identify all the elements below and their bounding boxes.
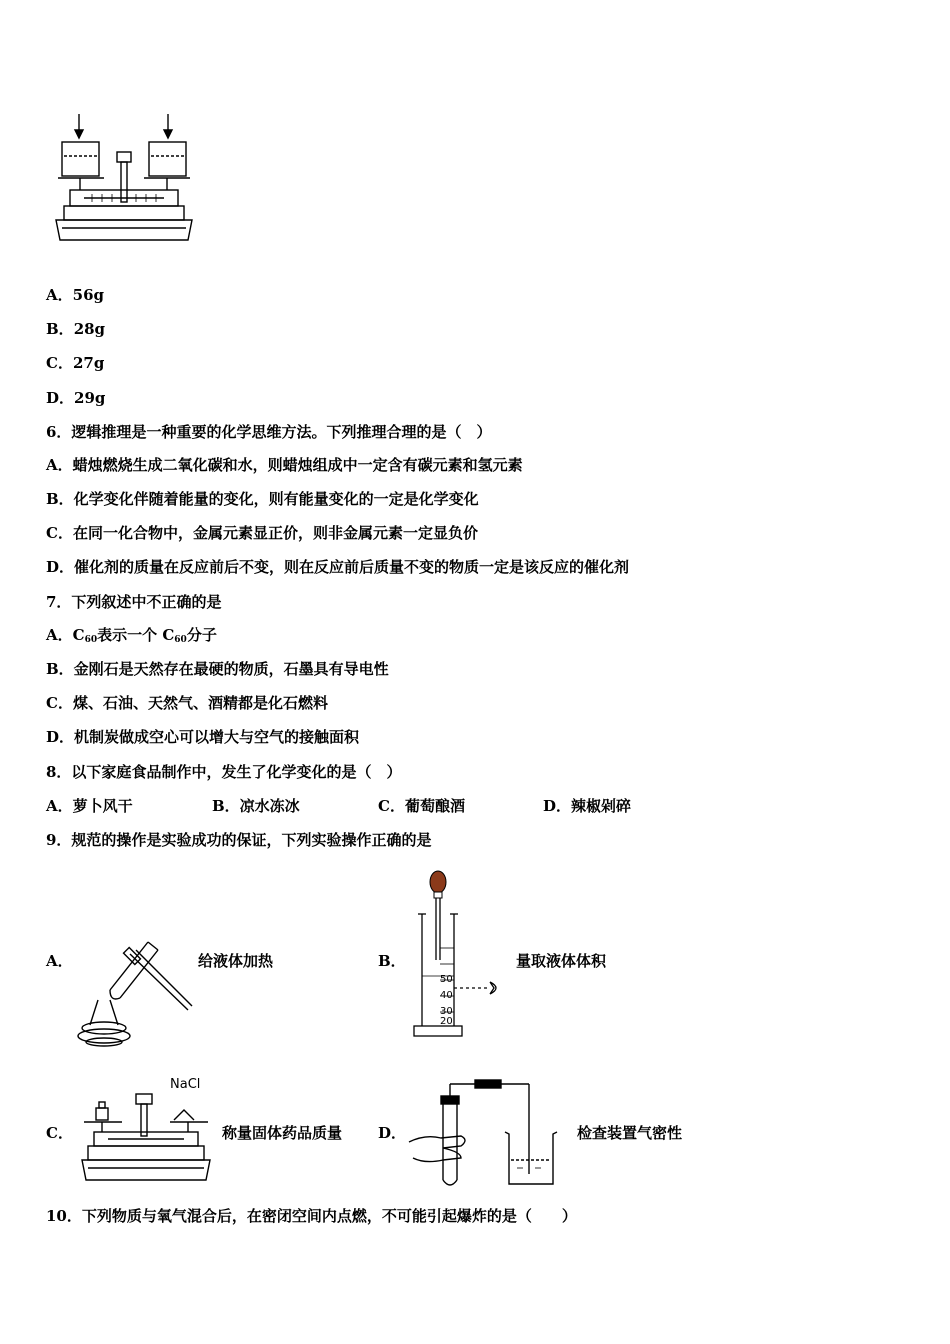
q9-option-a-letter[interactable]: A． <box>46 952 73 970</box>
q9-option-b-caption: 量取液体体积 <box>516 952 607 970</box>
q7-option-b[interactable]: B．金刚石是天然存在最硬的物质，石墨具有导电性 <box>46 660 389 678</box>
q9-stem: 9．规范的操作是实验成功的保证，下列实验操作正确的是 <box>46 831 432 849</box>
weighing-nacl-figure <box>78 1072 218 1184</box>
q7-option-c[interactable]: C．煤、石油、天然气、酒精都是化石燃料 <box>46 694 328 712</box>
q6-option-d[interactable]: D．催化剂的质量在反应前后不变，则在反应前后质量不变的物质一定是该反应的催化剂 <box>46 558 630 576</box>
q9-option-d-letter[interactable]: D． <box>378 1124 407 1142</box>
q8-option-a[interactable]: A．萝卜风干 <box>46 797 133 815</box>
q9-option-c-letter[interactable]: C． <box>46 1124 73 1142</box>
cylinder-mark-50: 50 <box>440 974 453 985</box>
q6-option-c[interactable]: C．在同一化合物中，金属元素显正价，则非金属元素一定显负价 <box>46 524 478 542</box>
q10-stem: 10．下列物质与氧气混合后，在密闭空间内点燃，不可能引起爆炸的是（ ） <box>46 1207 577 1225</box>
q9-option-a-caption: 给液体加热 <box>198 952 274 970</box>
nacl-label: NaCl <box>170 1077 201 1092</box>
q6-option-a[interactable]: A．蜡烛燃烧生成二氧化碳和水，则蜡烛组成中一定含有碳元素和氢元素 <box>46 456 523 474</box>
q5-option-b[interactable]: B．28g <box>46 320 106 338</box>
q7-stem: 7．下列叙述中不正确的是 <box>46 593 222 611</box>
heating-liquid-figure <box>70 930 195 1048</box>
q8-option-b[interactable]: B．凉水冻冰 <box>212 797 300 815</box>
q8-stem: 8．以下家庭食品制作中，发生了化学变化的是（ ） <box>46 763 402 781</box>
q6-option-b[interactable]: B．化学变化伴随着能量的变化，则有能量变化的一定是化学变化 <box>46 490 479 508</box>
q9-option-d-caption: 检查装置气密性 <box>577 1124 683 1142</box>
q8-option-d[interactable]: D．辣椒剁碎 <box>543 797 632 815</box>
q7-option-d[interactable]: D．机制炭做成空心可以增大与空气的接触面积 <box>46 728 360 746</box>
cylinder-mark-30: 30 <box>440 1006 453 1017</box>
q9-option-c-caption: 称量固体药品质量 <box>222 1124 343 1142</box>
q5-option-d[interactable]: D．29g <box>46 389 106 407</box>
graduated-cylinder-figure <box>410 868 510 1040</box>
q7-option-a[interactable]: A．$C_{60}$表示一个 $C_{60}$分子 <box>46 626 217 645</box>
balance-beakers-figure <box>52 112 197 244</box>
q8-option-c[interactable]: C．葡萄酿酒 <box>378 797 465 815</box>
q6-stem: 6．逻辑推理是一种重要的化学思维方法。下列推理合理的是（ ） <box>46 423 492 441</box>
airtightness-check-figure <box>405 1078 565 1190</box>
cylinder-mark-20: 20 <box>440 1016 453 1027</box>
cylinder-mark-40: 40 <box>440 990 453 1001</box>
q9-option-b-letter[interactable]: B． <box>378 952 406 970</box>
q5-option-a[interactable]: A．56g <box>46 286 105 304</box>
q5-option-c[interactable]: C．27g <box>46 354 105 372</box>
